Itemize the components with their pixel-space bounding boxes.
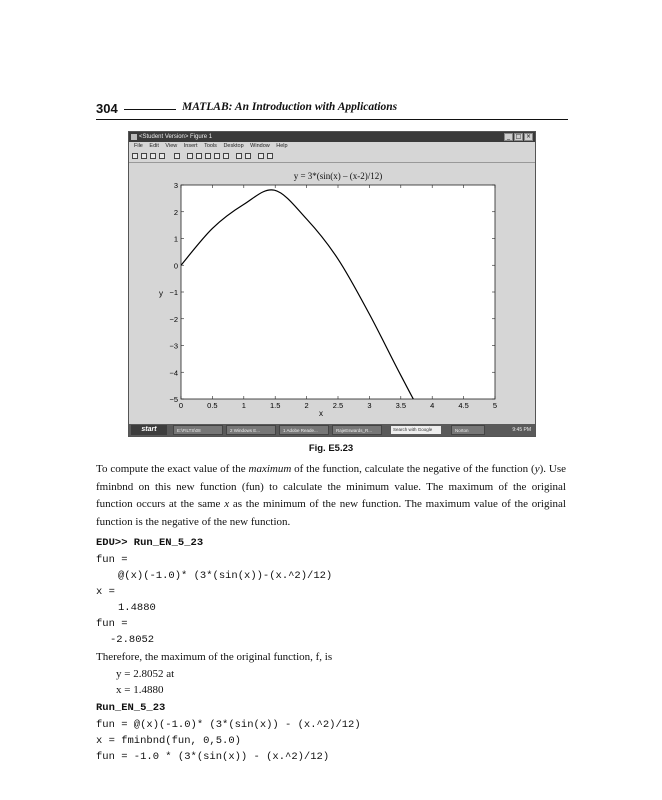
y-tick-label: −3 <box>169 341 178 351</box>
y-tick-label: −5 <box>169 395 178 404</box>
output-fun-value: @(x)(-1.0)* (3*(sin(x))-(x.^2)/12) <box>118 570 333 582</box>
x-tick-label: 1.5 <box>269 401 281 410</box>
arrow-icon[interactable] <box>174 153 180 159</box>
result-sentence: Therefore, the maximum of the original function, f, is <box>96 651 333 663</box>
script-line-2: x = fminbnd(fun, 0,5.0) <box>96 735 241 747</box>
y-tick-label: 3 <box>173 181 178 190</box>
taskbar-clock: 9:45 PM <box>512 427 531 433</box>
menu-tools[interactable]: Tools <box>204 143 217 149</box>
taskbar-item[interactable]: E:\FILTS\08 <box>173 425 223 435</box>
window-title: <Student Version> Figure 1 <box>139 134 213 140</box>
menu-file[interactable]: File <box>134 143 143 149</box>
x-tick-label: 0.5 <box>207 401 218 410</box>
zoom-out-icon[interactable] <box>196 153 202 159</box>
y-tick-label: 2 <box>173 207 178 217</box>
maximize-icon[interactable]: □ <box>515 133 522 140</box>
output-x-value: 1.4880 <box>118 602 156 614</box>
print-icon[interactable] <box>159 153 165 159</box>
search-box[interactable]: Search with Google <box>391 426 441 434</box>
x-tick-label: 4.5 <box>458 401 469 410</box>
script-line-3: fun = -1.0 * (3*(sin(x)) - (x.^2)/12) <box>96 751 330 763</box>
menu-help[interactable]: Help <box>276 143 288 149</box>
norton-item[interactable]: Norton <box>451 425 485 435</box>
output-fun-label: fun = <box>96 554 128 566</box>
x-tick-label: 4 <box>430 401 435 410</box>
hide-plot-tools-icon[interactable] <box>258 153 264 159</box>
book-title: MATLAB: An Introduction with Applications <box>182 101 398 113</box>
axes-box <box>181 185 495 399</box>
text-run: ). Use fminbnd on this new function (fun) to calculate the minimum value. The maximum of the original function occurs at the same <box>96 463 566 510</box>
y-tick-label: −2 <box>169 314 178 324</box>
y-tick-label: −4 <box>169 368 178 378</box>
output-fun2-value: -2.8052 <box>110 634 155 646</box>
script-line-1: fun = @(x)(-1.0)* (3*(sin(x)) - (x.^2)/12) <box>96 719 361 731</box>
x-axis-label: x <box>319 409 323 418</box>
y-tick-label: −1 <box>169 288 178 297</box>
italic-y: y <box>534 463 540 475</box>
taskbar-item[interactable]: 2 Windows E... <box>226 425 276 435</box>
window-icon <box>131 134 137 140</box>
text-run: To compute the exact value of the <box>96 463 249 475</box>
x-tick-label: 2.5 <box>332 401 344 410</box>
output-x-label: x = <box>96 586 115 598</box>
taskbar-item[interactable]: 1 Adobe Reade... <box>279 425 329 435</box>
menu-view[interactable]: View <box>165 143 178 149</box>
x-tick-label: 5 <box>492 401 498 410</box>
menu-insert[interactable]: Insert <box>183 143 198 149</box>
datacursor-icon[interactable] <box>223 153 229 159</box>
start-button[interactable]: start <box>131 425 167 435</box>
header-dash <box>124 109 176 110</box>
x-tick-label: 0 <box>178 401 184 410</box>
plot-area <box>129 162 535 424</box>
x-tick-label: 1 <box>241 401 246 410</box>
menu-window[interactable]: Window <box>250 143 270 149</box>
windows-taskbar <box>129 424 535 436</box>
x-tick-label: 3 <box>367 401 372 410</box>
window-titlebar <box>129 132 535 142</box>
x-tick-label: 2 <box>304 401 309 410</box>
open-icon[interactable] <box>141 153 147 159</box>
command-prompt: EDU>> Run_EN_5_23 <box>96 537 204 549</box>
rotate-icon[interactable] <box>214 153 220 159</box>
result-y: y = 2.8052 at <box>116 668 175 680</box>
colorbar-icon[interactable] <box>236 153 242 159</box>
minimize-icon[interactable]: _ <box>504 133 513 141</box>
taskbar-item[interactable]: RajeEswards_R... <box>332 425 382 435</box>
pan-icon[interactable] <box>205 153 211 159</box>
new-figure-icon[interactable] <box>132 153 138 159</box>
save-icon[interactable] <box>150 153 156 159</box>
body-paragraph <box>96 461 566 531</box>
text-run: of the function, calculate the negative of the function ( <box>291 463 535 475</box>
menu-edit[interactable]: Edit <box>149 143 159 149</box>
show-plot-tools-icon[interactable] <box>267 153 273 159</box>
italic-x: x <box>224 498 230 510</box>
text-run: as the minimum of the new function. The maximum value of the original function is the negative of the new function. <box>96 498 566 528</box>
y-axis-label: y <box>159 289 163 298</box>
zoom-in-icon[interactable] <box>187 153 193 159</box>
y-tick-label: 0 <box>173 261 178 271</box>
header-rule <box>96 119 568 120</box>
script-name: Run_EN_5_23 <box>96 702 166 714</box>
result-x: x = 1.4880 <box>116 684 164 696</box>
matlab-figure-window <box>128 131 536 437</box>
x-tick-label: 3.5 <box>395 401 407 410</box>
italic-maximum: maximum <box>248 463 292 475</box>
chart-title: y = 3*(sin(x) – (x-2)/12) <box>293 171 383 181</box>
menu-bar <box>129 142 535 151</box>
page-number: 304 <box>96 101 118 116</box>
running-header <box>96 101 568 119</box>
close-icon[interactable]: × <box>525 133 532 140</box>
output-fun2-label: fun = <box>96 618 128 630</box>
y-tick-label: 1 <box>173 234 178 244</box>
menu-desktop[interactable]: Desktop <box>223 143 244 149</box>
legend-icon[interactable] <box>245 153 251 159</box>
figure-caption: Fig. E5.23 <box>308 443 354 454</box>
